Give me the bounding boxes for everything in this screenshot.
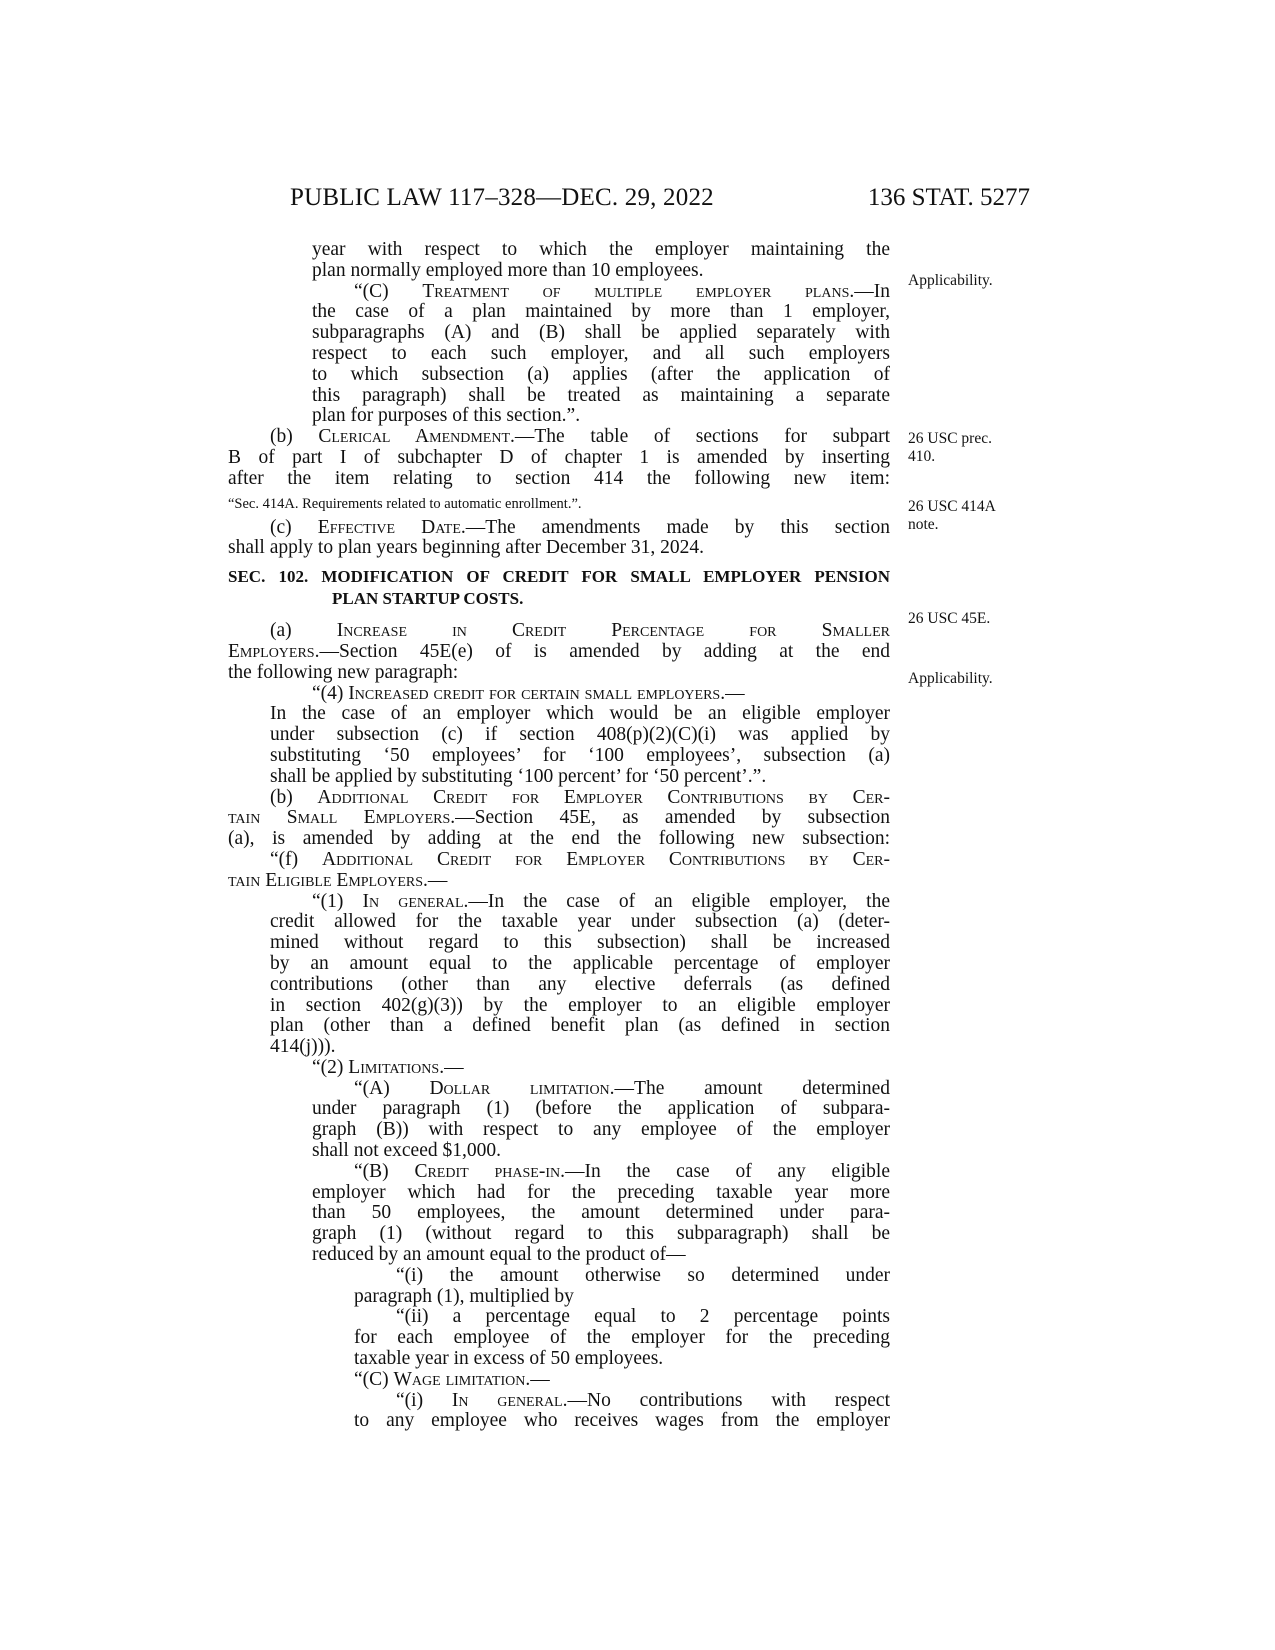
text-line: (b) Clerical Amendment.—The table of sections for subpart [270,427,890,448]
text-line: the case of a plan maintained by more than 1 employer, [312,302,890,323]
text-line: under subsection (c) if section 408(p)(2)(C)(i) was applied by [270,725,890,746]
text-line: 414(j))). [270,1037,336,1058]
margin-note-410: 410. [908,448,936,465]
text-line: paragraph (1), multiplied by [354,1286,574,1307]
text-line: this paragraph) shall be treated as maintaining a separate [312,385,890,406]
text-line: graph (1) (without regard to this subparagraph) shall be [312,1224,890,1245]
section-heading: SEC. 102. MODIFICATION OF CREDIT FOR SMALL EMPLOYER PENSION [228,567,890,587]
running-title: PUBLIC LAW 117–328—DEC. 29, 2022 [290,184,714,211]
text-line: (b) Additional Credit for Employer Contributions by Cer- [270,787,890,808]
text-line: graph (B)) with respect to any employee of the employer [312,1120,890,1141]
text-line: “(i) In general.—No contributions with respect [396,1390,890,1411]
text-line: (c) Effective Date.—The amendments made by this section [270,517,890,538]
text-line: to any employee who receives wages from the employer [354,1411,890,1432]
text-line: than 50 employees, the amount determined under para- [312,1203,890,1224]
text-line: year with respect to which the employer maintaining the [312,240,890,260]
text-line: “(f) Additional Credit for Employer Contributions by Cer- [270,849,890,870]
text-line: by an amount equal to the applicable percentage of employer [270,953,890,974]
text-line: reduced by an amount equal to the product of— [312,1245,686,1266]
margin-note-26usc-414a: 26 USC 414A [908,498,996,515]
margin-note-applicability-2: Applicability. [908,670,993,687]
text-line: plan normally employed more than 10 employees. [312,260,704,281]
text-line: subparagraphs (A) and (B) shall be applied separately with [312,323,890,344]
document-body [228,240,890,1432]
text-line: the following new paragraph: [228,662,459,683]
text-line: shall apply to plan years beginning after December 31, 2024. [228,538,704,559]
text-line: In the case of an employer which would be an eligible employer [270,704,890,725]
text-line: B of part I of subchapter D of chapter 1 is amended by inserting [228,447,890,468]
text-line: “(i) the amount otherwise so determined under [396,1265,890,1286]
text-line: plan (other than a defined benefit plan (as defined in section [270,1016,890,1037]
text-line: Employers.—Section 45E(e) of is amended by adding at the end [228,641,890,662]
text-line: shall be applied by substituting ‘100 percent’ for ‘50 percent’.”. [270,766,767,787]
text-line: “(1) In general.—In the case of an eligible employer, the [312,891,890,912]
text-line: shall not exceed $1,000. [312,1141,501,1162]
text-line: “(ii) a percentage equal to 2 percentage points [396,1307,890,1328]
margin-note-26usc-45e: 26 USC 45E. [908,610,991,627]
text-line: credit allowed for the taxable year under subsection (a) (deter- [270,912,890,933]
text-line: “(2) Limitations.— [312,1057,464,1078]
text-line: mined without regard to this subsection) shall be increased [270,933,890,954]
text-line: for each employee of the employer for the preceding [354,1328,890,1349]
text-line: (a) Increase in Credit Percentage for Smaller [270,621,890,642]
text-line: taxable year in excess of 50 employees. [354,1349,664,1370]
text-line: “(4) Increased credit for certain small employers.— [312,683,745,704]
margin-note-26usc-prec: 26 USC prec. [908,430,992,447]
table-item-line: “Sec. 414A. Requirements related to automatic enrollment.”. [228,495,582,512]
text-line: “(B) Credit phase-in.—In the case of any eligible [354,1161,890,1182]
text-line: after the item relating to section 414 the following new item: [228,468,890,489]
text-line: contributions (other than any elective deferrals (as defined [270,974,890,995]
text-line: “(C) Wage limitation.— [354,1369,550,1390]
stat-page-number: 136 STAT. 5277 [867,184,1030,211]
text-line: plan for purposes of this section.”. [312,406,581,427]
text-line: tain Eligible Employers.— [228,870,448,891]
text-line: tain Small Employers.—Section 45E, as amended by subsection [228,808,890,829]
section-heading: PLAN STARTUP COSTS. [332,589,524,609]
page-header [290,184,1030,218]
margin-note-note: note. [908,516,939,533]
text-line: to which subsection (a) applies (after the application of [312,364,890,385]
margin-note-applicability-1: Applicability. [908,272,993,289]
text-line: (a), is amended by adding at the end the following new subsection: [228,829,890,850]
text-line: in section 402(g)(3)) by the employer to an eligible employer [270,995,890,1016]
text-line: employer which had for the preceding taxable year more [312,1182,890,1203]
text-line: substituting ‘50 employees’ for ‘100 employees’, subsection (a) [270,745,890,766]
text-line: respect to each such employer, and all such employers [312,343,890,364]
text-line: “(A) Dollar limitation.—The amount determined [354,1078,890,1099]
text-line: “(C) Treatment of multiple employer plans.—In [354,281,890,302]
text-line: under paragraph (1) (before the application of subpara- [312,1099,890,1120]
